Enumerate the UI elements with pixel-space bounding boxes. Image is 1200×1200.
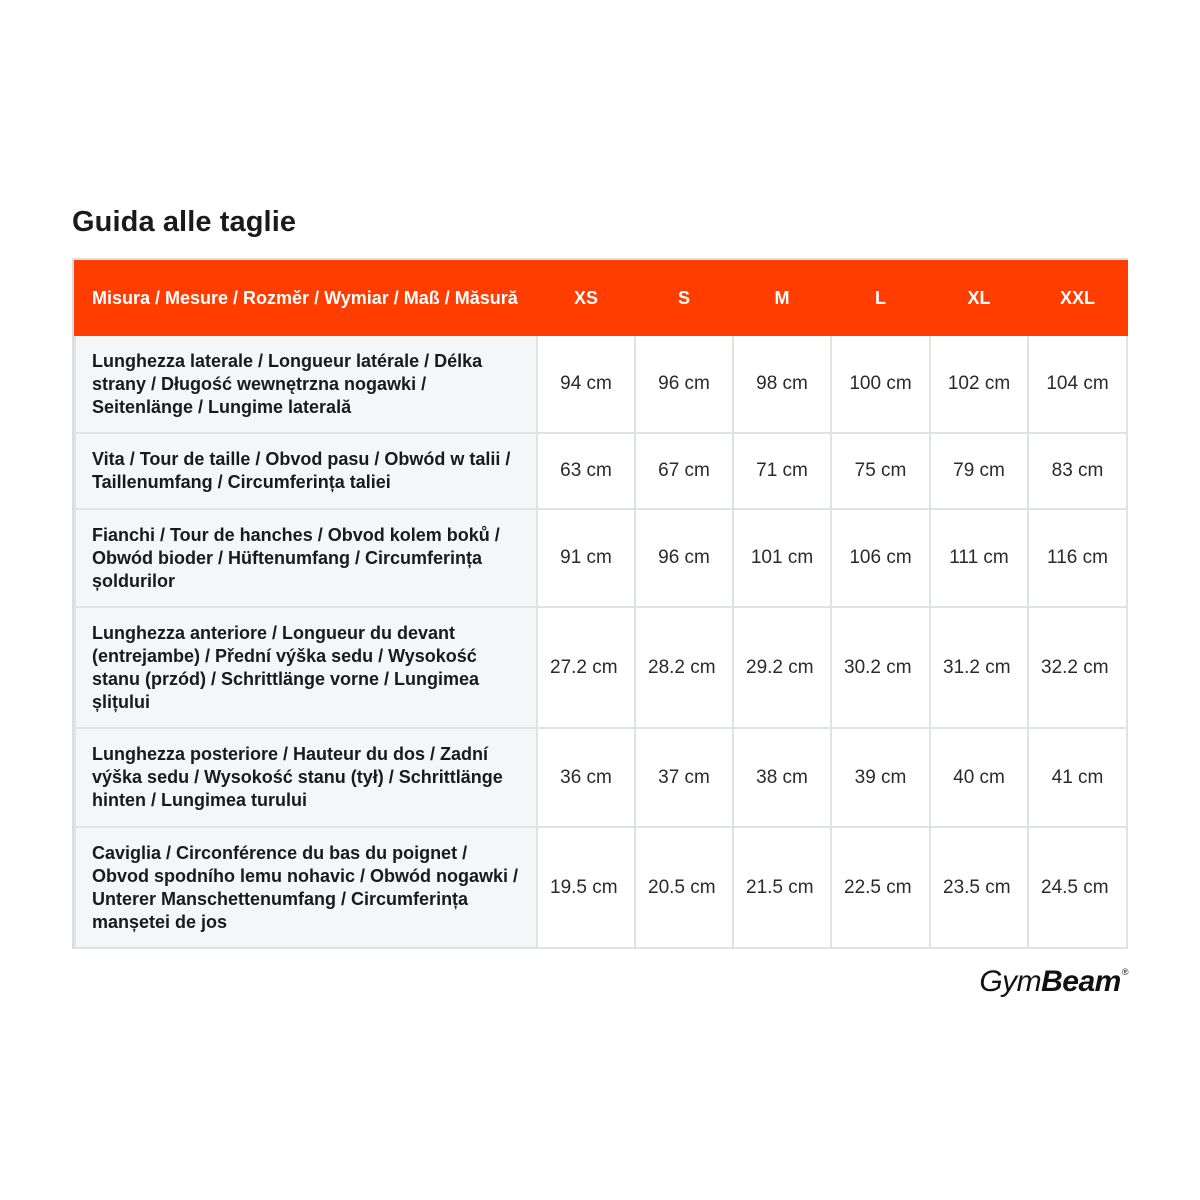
- value-cell: 94 cm: [537, 335, 635, 433]
- value-cell: 102 cm: [930, 335, 1028, 433]
- measure-label: Vita / Tour de taille / Obvod pasu / Obwód w talii / Taillenumfang / Circumferința taliei: [75, 433, 537, 509]
- page-title: Guida alle taglie: [72, 206, 297, 238]
- value-cell: 96 cm: [635, 335, 733, 433]
- value-cell: 67 cm: [635, 433, 733, 509]
- logo-gym-text: Gym: [979, 965, 1042, 998]
- table-row: [75, 827, 1127, 948]
- value-cell: 75 cm: [831, 433, 930, 509]
- value-cell: 24.5 cm: [1028, 827, 1127, 948]
- value-cell: 22.5 cm: [831, 827, 930, 948]
- value-cell: 116 cm: [1028, 509, 1127, 607]
- size-header-xxl: XXL: [1028, 261, 1127, 335]
- value-cell: 111 cm: [930, 509, 1028, 607]
- table-row: [75, 509, 1127, 607]
- size-header-s: S: [635, 261, 733, 335]
- measure-column-header: Misura / Mesure / Rozměr / Wymiar / Maß / Măsură: [75, 261, 537, 335]
- table-row: [75, 433, 1127, 509]
- value-cell: 63 cm: [537, 433, 635, 509]
- value-cell: 100 cm: [831, 335, 930, 433]
- value-cell: 39 cm: [831, 728, 930, 827]
- measure-label: Fianchi / Tour de hanches / Obvod kolem boků / Obwód bioder / Hüftenumfang / Circumferința șoldurilor: [75, 509, 537, 607]
- gymbeam-logo: [979, 965, 1128, 999]
- value-cell: 41 cm: [1028, 728, 1127, 827]
- size-header-xs: XS: [537, 261, 635, 335]
- value-cell: 106 cm: [831, 509, 930, 607]
- value-cell: 104 cm: [1028, 335, 1127, 433]
- value-cell: 83 cm: [1028, 433, 1127, 509]
- measure-label: Caviglia / Circonférence du bas du poignet / Obvod spodního lemu nohavic / Obwód nogawki / Unterer Manschettenumfang / Circumferința manșetei de jos: [75, 827, 537, 948]
- measure-label: Lunghezza posteriore / Hauteur du dos / Zadní výška sedu / Wysokość stanu (tył) / Schrittlänge hinten / Lungimea turului: [75, 728, 537, 827]
- value-cell: 32.2 cm: [1028, 607, 1127, 728]
- value-cell: 23.5 cm: [930, 827, 1028, 948]
- table-row: [75, 335, 1127, 433]
- value-cell: 101 cm: [733, 509, 831, 607]
- measure-label: Lunghezza anteriore / Longueur du devant (entrejambe) / Přední výška sedu / Wysokość stanu (przód) / Schrittlänge vorne / Lungimea șlițului: [75, 607, 537, 728]
- value-cell: 91 cm: [537, 509, 635, 607]
- size-header-xl: XL: [930, 261, 1028, 335]
- value-cell: 19.5 cm: [537, 827, 635, 948]
- value-cell: 96 cm: [635, 509, 733, 607]
- value-cell: 98 cm: [733, 335, 831, 433]
- value-cell: 40 cm: [930, 728, 1028, 827]
- registered-mark: ®: [1121, 967, 1128, 977]
- value-cell: 29.2 cm: [733, 607, 831, 728]
- value-cell: 37 cm: [635, 728, 733, 827]
- value-cell: 79 cm: [930, 433, 1028, 509]
- size-header-l: L: [831, 261, 930, 335]
- value-cell: 28.2 cm: [635, 607, 733, 728]
- value-cell: 30.2 cm: [831, 607, 930, 728]
- value-cell: 71 cm: [733, 433, 831, 509]
- size-guide-table: [74, 260, 1128, 949]
- table-header-row: [75, 261, 1127, 335]
- table-row: [75, 728, 1127, 827]
- size-header-m: M: [733, 261, 831, 335]
- value-cell: 27.2 cm: [537, 607, 635, 728]
- value-cell: 21.5 cm: [733, 827, 831, 948]
- value-cell: 38 cm: [733, 728, 831, 827]
- value-cell: 20.5 cm: [635, 827, 733, 948]
- value-cell: 36 cm: [537, 728, 635, 827]
- logo-beam-text: Beam: [1041, 965, 1121, 998]
- table-row: [75, 607, 1127, 728]
- value-cell: 31.2 cm: [930, 607, 1028, 728]
- measure-label: Lunghezza laterale / Longueur latérale / Délka strany / Długość wewnętrzna nogawki / Seitenlänge / Lungime laterală: [75, 335, 537, 433]
- size-guide-table-container: [72, 258, 1128, 949]
